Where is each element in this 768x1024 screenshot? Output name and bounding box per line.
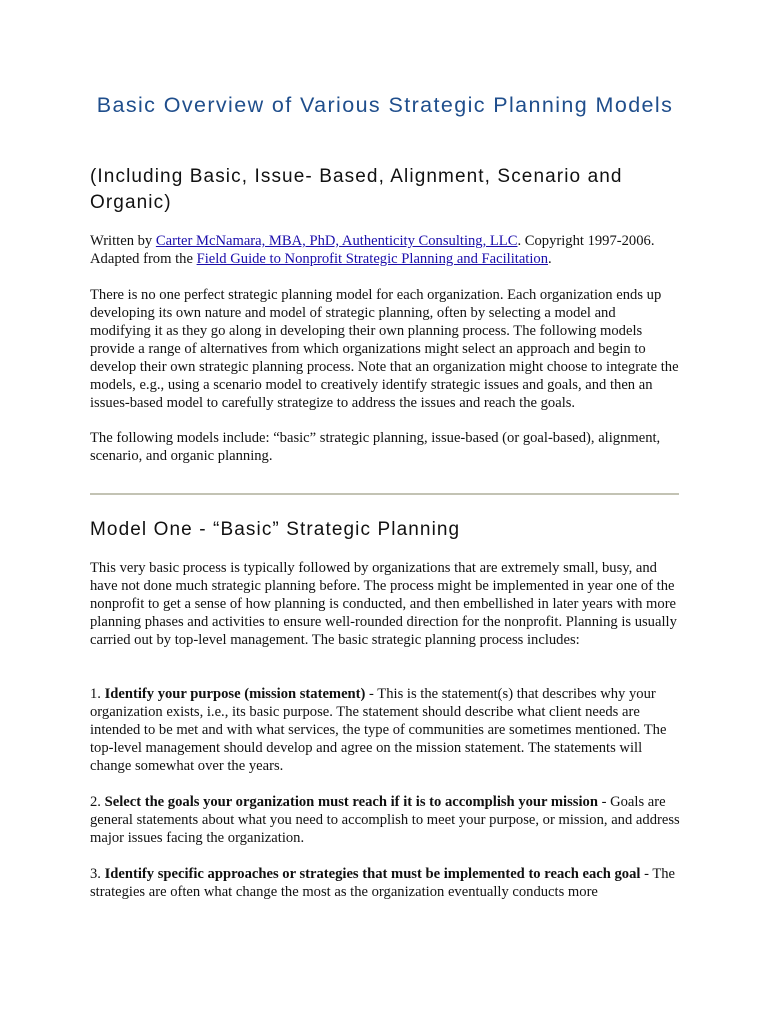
credit-adapted-from: Adapted from the <box>90 251 197 267</box>
step-3-text: - The strategies are often what change the most as the organization eventually conducts more <box>90 866 676 900</box>
step-1 <box>90 685 680 775</box>
author-link[interactable]: Carter McNamara, MBA, PhD, Authenticity Consulting, LLC <box>155 233 518 249</box>
credit-copyright: . Copyright 1997-2006. <box>517 233 655 249</box>
step-1-number: 1. <box>90 686 105 702</box>
models-paragraph: The following models include: “basic” strategic planning, issue-based (or goal-based), alignment, scenario, and organic planning. <box>90 430 661 464</box>
step-3-number: 3. <box>90 866 105 882</box>
document-title: Basic Overview of Various Strategic Planning Models <box>96 93 674 117</box>
section-divider <box>90 493 679 495</box>
document-subtitle: (Including Basic, Issue- Based, Alignment, Scenario and Organic) <box>90 166 623 213</box>
credit-end: . <box>548 251 552 267</box>
step-1-text: - This is the statement(s) that describes why your organization exists, i.e., its basic purpose. The statement should describe what client needs are intended to be met and with what services, the type of communities are sometimes mentioned. The top-level management should develop and agree on the mission statement. The statements will change somewhat over the years. <box>90 686 667 774</box>
step-3-heading: Identify specific approaches or strategies that must be implemented to reach each goal <box>104 866 641 882</box>
step-2-number: 2. <box>90 794 105 810</box>
section-heading: Model One - “Basic” Strategic Planning <box>90 519 461 540</box>
step-2-text: - Goals are general statements about what you need to accomplish to meet your purpose, or mission, and address major issues facing the organization. <box>90 794 680 846</box>
section-intro-paragraph: This very basic process is typically followed by organizations that are extremely small, busy, and have not done much strategic planning before. The process might be implemented in year one of the nonprofit to get a sense of how planning is conducted, and then embellished in later years with more planning phases and activities to ensure well-rounded direction for the nonprofit. Planning is usually carried out by top-level management. The basic strategic planning process includes: <box>90 560 677 648</box>
step-2-heading: Select the goals your organization must reach if it is to accomplish your mission <box>104 794 598 810</box>
credit-written-by: Written by <box>90 233 156 249</box>
step-3 <box>90 865 680 901</box>
intro-paragraph: There is no one perfect strategic planning model for each organization. Each organization ends up developing its own nature and model of strategic planning, often by selecting a model and modifying it as they go along in developing their own planning process. The following models provide a range of alternatives from which organizations might select an approach and begin to develop their own strategic planning process. Note that an organization might choose to integrate the models, e.g., using a scenario model to creatively identify strategic issues and goals, and then an issues-based model to carefully strategize to address the issues and reach the goals. <box>90 287 679 411</box>
field-guide-link[interactable]: Field Guide to Nonprofit Strategic Planning and Facilitation <box>196 251 549 267</box>
step-2 <box>90 793 680 847</box>
credit-paragraph <box>90 232 680 268</box>
step-1-heading: Identify your purpose (mission statement) <box>104 686 366 702</box>
